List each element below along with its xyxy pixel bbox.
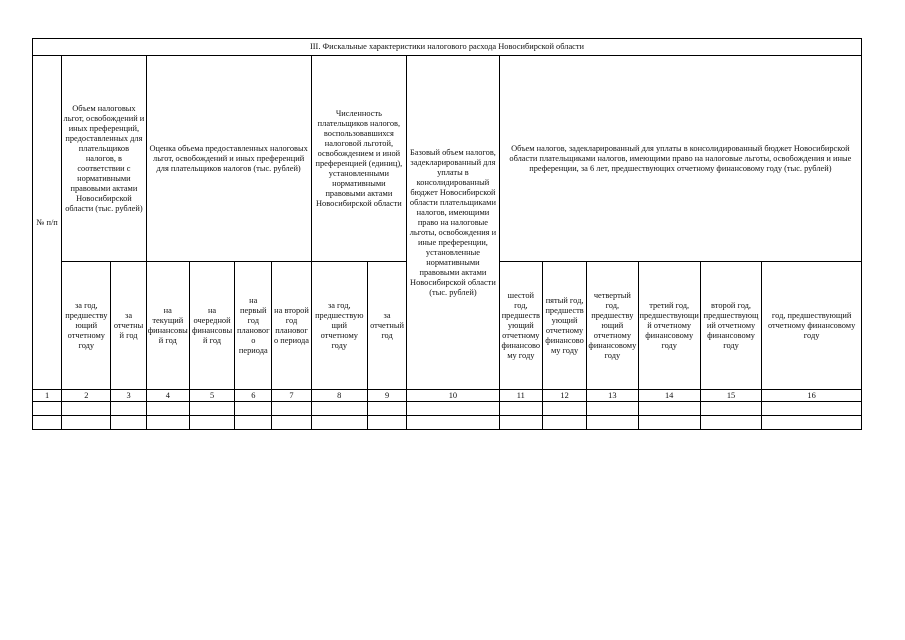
table-cell[interactable] <box>146 402 189 416</box>
table-cell[interactable] <box>499 402 542 416</box>
subheader-col16: год, предшествующий отчетному финансовому году <box>762 262 862 390</box>
table-cell[interactable] <box>367 416 406 430</box>
column-number: 11 <box>499 390 542 402</box>
table-cell[interactable] <box>587 402 638 416</box>
column-number: 8 <box>311 390 367 402</box>
table-cell[interactable] <box>407 416 500 430</box>
subheader-col6: на первый год планового периода <box>235 262 272 390</box>
header-volume-benefits: Объем налоговых льгот, освобождений и иных преференций, предоставленных для плательщиков налогов, в соответствии с нормативными правовыми актами Новосибирской области (тыс. рублей) <box>62 56 146 262</box>
subheader-col4: на текущий финансовый год <box>146 262 189 390</box>
table-cell[interactable] <box>272 402 311 416</box>
subheader-col8: за год, предшествующий отчетному году <box>311 262 367 390</box>
column-number: 6 <box>235 390 272 402</box>
column-number: 4 <box>146 390 189 402</box>
table-row <box>33 416 862 430</box>
table-cell[interactable] <box>189 416 234 430</box>
table-cell[interactable] <box>62 416 111 430</box>
fiscal-table-container <box>32 38 862 430</box>
table-row <box>33 402 862 416</box>
header-estimate: Оценка объема предоставленных налоговых льгот, освобождений и иных преференций для плательщиков налогов (тыс. рублей) <box>146 56 311 262</box>
subheader-col5: на очередной финансовый год <box>189 262 234 390</box>
table-cell[interactable] <box>638 402 700 416</box>
subheader-col11: шестой год, предшествующий отчетному финансовому году <box>499 262 542 390</box>
subheader-col9: за отчетный год <box>367 262 406 390</box>
fiscal-characteristics-table <box>32 38 862 430</box>
column-number: 7 <box>272 390 311 402</box>
column-number: 9 <box>367 390 406 402</box>
column-number: 13 <box>587 390 638 402</box>
table-cell[interactable] <box>407 402 500 416</box>
table-cell[interactable] <box>33 402 62 416</box>
column-number: 3 <box>111 390 146 402</box>
table-cell[interactable] <box>146 416 189 430</box>
subheader-col12: пятый год, предшествующий отчетному финансовому году <box>542 262 586 390</box>
table-cell[interactable] <box>700 402 761 416</box>
table-cell[interactable] <box>700 416 761 430</box>
table-cell[interactable] <box>235 416 272 430</box>
header-num: № п/п <box>33 56 62 390</box>
table-cell[interactable] <box>235 402 272 416</box>
table-cell[interactable] <box>311 402 367 416</box>
column-number: 16 <box>762 390 862 402</box>
table-cell[interactable] <box>587 416 638 430</box>
column-number: 1 <box>33 390 62 402</box>
subheader-col13: четвертый год, предшествующий отчетному финансовому году <box>587 262 638 390</box>
table-cell[interactable] <box>272 416 311 430</box>
header-base-volume: Базовый объем налогов, задекларированный для уплаты в консолидированный бюджет Новосибирской области плательщиками налогов, имеющими право на налоговые льготы, освобождения и иные преференции, установленные нормативными правовыми актами Новосибирской области (тыс. рублей) <box>407 56 500 390</box>
subheader-col2: за год, предшествующий отчетному году <box>62 262 111 390</box>
column-number: 5 <box>189 390 234 402</box>
column-number: 15 <box>700 390 761 402</box>
table-cell[interactable] <box>762 416 862 430</box>
column-number: 2 <box>62 390 111 402</box>
table-cell[interactable] <box>189 402 234 416</box>
table-cell[interactable] <box>542 402 586 416</box>
table-cell[interactable] <box>311 416 367 430</box>
subheader-col3: за отчетный год <box>111 262 146 390</box>
header-payers-count: Численность плательщиков налогов, воспользовавшихся налоговой льготой, освобождением и иной преференцией (единиц), установленными нормативными правовыми актами Новосибирской области <box>311 56 407 262</box>
table-title: III. Фискальные характеристики налогового расхода Новосибирской области <box>33 39 862 56</box>
subheader-col15: второй год, предшествующий отчетному финансовому году <box>700 262 761 390</box>
table-cell[interactable] <box>33 416 62 430</box>
table-cell[interactable] <box>367 402 406 416</box>
table-cell[interactable] <box>111 416 146 430</box>
column-number: 10 <box>407 390 500 402</box>
column-number: 12 <box>542 390 586 402</box>
header-declared-6yr: Объем налогов, задекларированный для уплаты в консолидированный бюджет Новосибирской области плательщиками налогов, имеющими право на налоговые льготы, освобождения и иные преференции, за 6 лет, предшествующих отчетному финансовому году (тыс. рублей) <box>499 56 861 262</box>
table-cell[interactable] <box>499 416 542 430</box>
subheader-col14: третий год, предшествующий отчетному финансовому году <box>638 262 700 390</box>
table-cell[interactable] <box>638 416 700 430</box>
table-cell[interactable] <box>62 402 111 416</box>
subheader-col7: на второй год планового периода <box>272 262 311 390</box>
column-number: 14 <box>638 390 700 402</box>
table-cell[interactable] <box>762 402 862 416</box>
table-cell[interactable] <box>542 416 586 430</box>
table-cell[interactable] <box>111 402 146 416</box>
